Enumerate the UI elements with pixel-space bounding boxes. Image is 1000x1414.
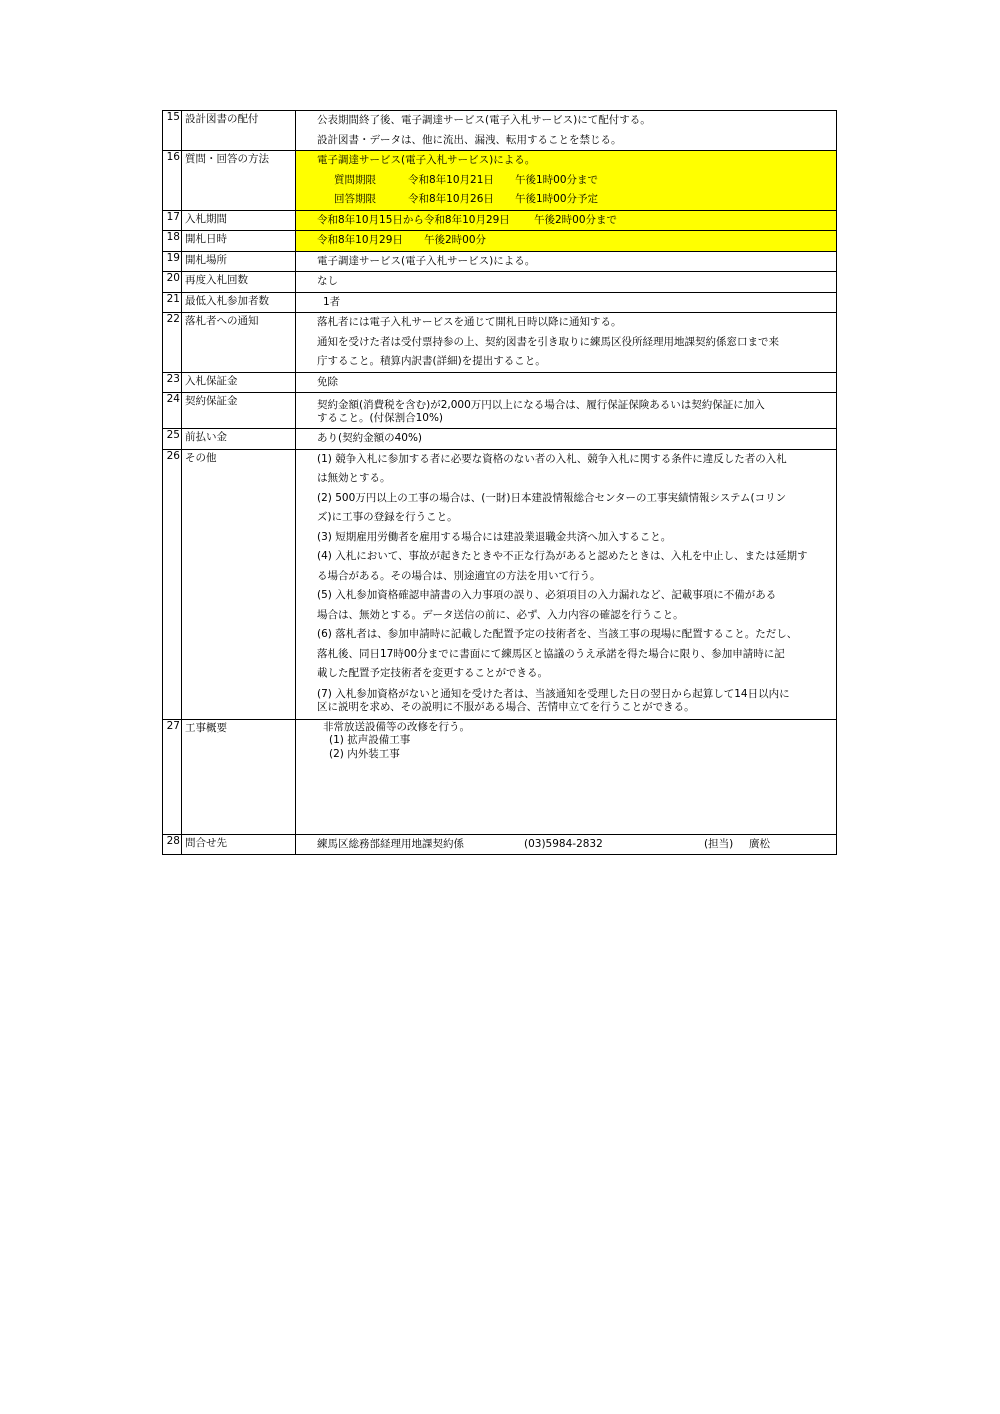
- row-content: [296, 251, 837, 272]
- content-line: (7) 入札参加資格がないと通知を受けた者は、当該通知を受理した日の翌日から起算して14日以内に: [317, 687, 790, 700]
- table-row: [163, 251, 837, 272]
- content-line: (4) 入札において、事故が起きたときや不正な行為があると認めたときは、入札を中止し、または延期す: [317, 550, 808, 562]
- row-content: [296, 372, 837, 393]
- content-block: [296, 684, 836, 719]
- opening-time: 午後2時00分: [424, 234, 487, 246]
- row-content: [296, 151, 837, 211]
- table-row: [163, 313, 837, 373]
- table-row: [163, 151, 837, 211]
- row-label: 開札場所: [182, 251, 296, 272]
- table-row: [163, 272, 837, 293]
- question-deadline-date: 令和8年10月21日: [408, 173, 494, 186]
- row-number: 20: [163, 272, 182, 293]
- row-content: [296, 272, 837, 293]
- content-line: 公表期間終了後、電子調達サービス(電子入札サービス)にて配付する。: [317, 114, 651, 126]
- content-line: (5) 入札参加資格確認申請書の入力事項の誤り、必須項目の入力漏れなど、記載事項に不備がある: [317, 589, 777, 601]
- content-line: 庁すること。積算内訳書(詳細)を提出すること。: [317, 355, 546, 367]
- table-row: [163, 834, 837, 855]
- content-line: は無効とする。: [317, 472, 391, 484]
- table-row: [163, 372, 837, 393]
- row-number: 19: [163, 251, 182, 272]
- content-line: (3) 短期雇用労働者を雇用する場合には建設業退職金共済へ加入すること。: [317, 530, 672, 543]
- row-label: 質問・回答の方法: [182, 151, 296, 211]
- content-line: [296, 231, 836, 251]
- answer-deadline-time: 午後1時00分予定: [515, 193, 599, 205]
- row-label: その他: [182, 449, 296, 719]
- row-label: 契約保証金: [182, 393, 296, 429]
- row-label: 入札期間: [182, 210, 296, 231]
- question-deadline-line: [296, 171, 836, 191]
- contact-department: 練馬区総務部経理用地課契約係: [317, 837, 464, 850]
- table-row: [163, 210, 837, 231]
- content-block: [296, 393, 836, 428]
- content-line: 非常放送設備等の改修を行う。: [323, 720, 470, 733]
- row-label: 落札者への通知: [182, 313, 296, 373]
- content-line: 通知を受けた者は受付票持参の上、契約図書を引き取りに練馬区役所経理用地課契約係窓口まで来: [317, 335, 779, 348]
- row-content: [296, 231, 837, 252]
- row-content: [296, 313, 837, 373]
- content-line: 電子調達サービス(電子入札サービス)による。: [317, 254, 536, 267]
- row-number: 28: [163, 834, 182, 855]
- row-number: 16: [163, 151, 182, 211]
- content-line: 区に説明を求め、その説明に不服がある場合、苦情申立てを行うことができる。: [317, 700, 695, 713]
- content-line: る場合がある。その場合は、別途適宜の方法を用いて行う。: [317, 569, 601, 582]
- table-row: [163, 393, 837, 429]
- table-row: [163, 292, 837, 313]
- content-line: 載した配置予定技術者を変更することができる。: [317, 667, 548, 679]
- content-line: [296, 211, 836, 231]
- row-content: [296, 449, 837, 719]
- row-number: 17: [163, 210, 182, 231]
- content-line: 1者: [323, 295, 341, 308]
- table-row: [163, 719, 837, 834]
- content-line: 場合は、無効とする。データ送信の前に、必ず、入力内容の確認を行うこと。: [317, 608, 684, 621]
- row-label: 設計図書の配付: [182, 111, 296, 151]
- question-deadline-time: 午後1時00分まで: [515, 173, 599, 186]
- row-label: 最低入札参加者数: [182, 292, 296, 313]
- row-number: 23: [163, 372, 182, 393]
- answer-deadline-line: [296, 190, 836, 210]
- content-line: 落札後、同日17時00分までに書面にて練馬区と協議のうえ承諾を得た場合に限り、参加申請時に記: [317, 647, 785, 660]
- content-line: あり(契約金額の40%): [317, 432, 423, 444]
- table-row: [163, 449, 837, 719]
- row-content: [296, 719, 837, 834]
- row-content: [296, 429, 837, 450]
- content-line: 電子調達サービス(電子入札サービス)による。: [317, 154, 536, 166]
- row-number: 15: [163, 111, 182, 151]
- row-content: [296, 393, 837, 429]
- row-content: [296, 292, 837, 313]
- content-line: なし: [317, 275, 338, 287]
- content-line: (1) 競争入札に参加する者に必要な資格のない者の入札、競争入札に関する条件に違反した者の入札: [317, 452, 787, 465]
- bid-period-range: 令和8年10月15日から令和8年10月29日: [317, 213, 510, 226]
- answer-deadline-date: 令和8年10月26日: [408, 193, 494, 205]
- contact-person-name: 廣松: [749, 837, 770, 850]
- contact-line: [296, 835, 836, 855]
- row-label: 前払い金: [182, 429, 296, 450]
- content-line: 免除: [317, 375, 338, 388]
- contact-person-label: (担当): [704, 837, 734, 850]
- row-label: 開札日時: [182, 231, 296, 252]
- content-line: ズ)に工事の登録を行うこと。: [317, 511, 458, 523]
- row-number: 25: [163, 429, 182, 450]
- content-line: (2) 内外装工事: [329, 747, 400, 760]
- notice-table-sheet: [162, 110, 837, 855]
- row-number: 24: [163, 393, 182, 429]
- row-label: 入札保証金: [182, 372, 296, 393]
- content-line: (6) 落札者は、参加申請時に記載した配置予定の技術者を、当該工事の現場に配置すること。ただし、: [317, 628, 798, 640]
- question-deadline-label: 質問期限: [334, 173, 376, 186]
- bid-period-time: 午後2時00分まで: [534, 213, 618, 226]
- row-content: [296, 111, 837, 151]
- content-line: 落札者には電子入札サービスを通じて開札日時以降に通知する。: [317, 316, 622, 328]
- content-line: 設計図書・データは、他に流出、漏洩、転用することを禁じる。: [317, 133, 622, 146]
- table-row: [163, 231, 837, 252]
- contact-phone: (03)5984-2832: [524, 837, 603, 850]
- row-content: [296, 834, 837, 855]
- content-block: [296, 720, 836, 762]
- answer-deadline-label: 回答期限: [334, 193, 376, 205]
- content-line: 契約金額(消費税を含む)が2,000万円以上になる場合は、履行保証保険あるいは契約保証に加入: [317, 399, 765, 411]
- row-label: 問合せ先: [182, 834, 296, 855]
- notice-table: [162, 110, 837, 855]
- row-number: 26: [163, 449, 182, 719]
- row-number: 27: [163, 719, 182, 834]
- content-line: すること。(付保割合10%): [317, 412, 444, 424]
- row-number: 18: [163, 231, 182, 252]
- table-row: [163, 429, 837, 450]
- opening-date: 令和8年10月29日: [317, 234, 403, 246]
- row-label: 再度入札回数: [182, 272, 296, 293]
- row-label: 工事概要: [182, 719, 296, 834]
- row-number: 22: [163, 313, 182, 373]
- row-content: [296, 210, 837, 231]
- table-row: [163, 111, 837, 151]
- content-line: (2) 500万円以上の工事の場合は、(一財)日本建設情報総合センターの工事実績情報システム(コリン: [317, 491, 787, 504]
- row-number: 21: [163, 292, 182, 313]
- content-line: (1) 拡声設備工事: [329, 734, 411, 746]
